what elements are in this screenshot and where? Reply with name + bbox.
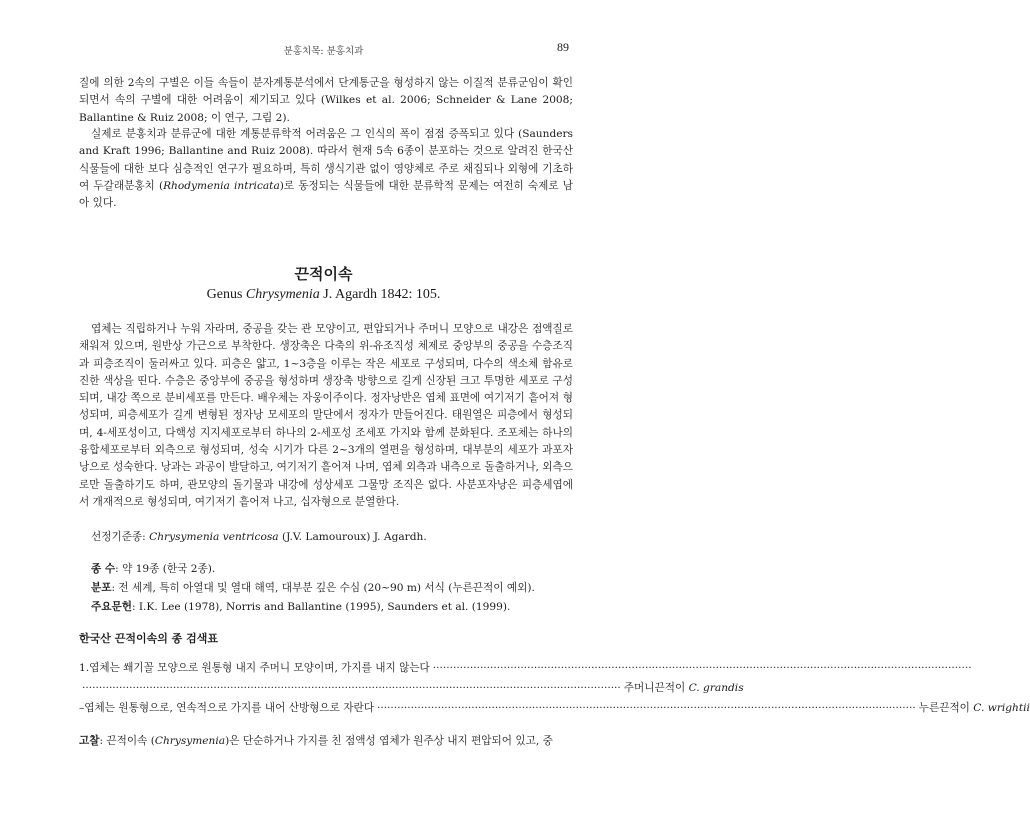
species-count	[91, 560, 573, 579]
species-count-text: : 약 19종 (한국 2종).	[115, 563, 216, 575]
key-line-3-result-ko: 누른끈적이	[918, 702, 970, 714]
intro-paragraph-1: 질에 의한 2속의 구별은 이들 속들이 분자계통분석에서 단계통군을 형성하지 않는 이질적 분류군임이 확인되면서 속의 구별에 대한 어려움이 제기되고 있다 (Wilkes et al. 2006; Schneider & Lane 2008; Ballantine & Ruiz 2008; 이 연구, 그림 2).	[79, 77, 573, 124]
page-number: 89	[557, 40, 569, 54]
key-line-3-result-latin: C. wrightii	[973, 702, 1030, 714]
genus-korean-title: 끈적이속	[294, 265, 353, 283]
remark-text-a: : 끈적이속 (	[99, 735, 155, 747]
intro-p2-text-a: 실제로 분홍치과 분류군에 대한 계통분류학적 어려움은 그 인식의 폭이 점점 증폭되고 있다 (Saunders and Kraft 1996; Ballantine and Ruiz 2008). 따라서 현재 5속 6종이 분포하는 것으로 알려진 한국산 식물들에 대한 보다 심층적인 연구가 필요하며, 특히 생식기관 없이 영양체로 주로 채집되나 외형에 기초하여 두갈래분홍치 (	[79, 128, 573, 192]
distribution	[91, 579, 573, 598]
genus-authority: J. Agardh 1842: 105.	[319, 287, 441, 302]
distribution-label: 분포	[91, 582, 112, 594]
key-line-3-number: –	[79, 702, 85, 714]
key-line-1-dots: ································································································································································	[432, 662, 972, 674]
key-line-2-dots: ································································································································································	[82, 682, 621, 694]
species-count-label: 종 수	[91, 563, 116, 575]
remark-italic: Chrysymenia	[154, 735, 226, 747]
remark	[79, 733, 573, 748]
remark-text-b: )은 단순하거나 가지를 친 점액성 엽체가 원주상 내지 편압되어 있고, 중	[225, 735, 553, 747]
key-line-2	[79, 680, 744, 695]
intro-paragraph-2	[79, 126, 573, 212]
key-heading: 한국산 끈적이속의 종 검색표	[79, 632, 218, 645]
genus-prefix: Genus	[206, 287, 246, 302]
genus-name: Chrysymenia	[245, 287, 320, 302]
key-line-2-result-ko: 주머니끈적이	[623, 682, 686, 694]
distribution-text: : 전 세계, 특히 아열대 및 열대 해역, 대부분 깊은 수심 (20~90 m) 서식 (누른끈적이 예외).	[111, 582, 535, 594]
type-species-label: 선정기준종:	[91, 531, 146, 543]
key-line-1	[79, 660, 972, 675]
type-species-authority: (J.V. Lamouroux) J. Agardh.	[278, 531, 427, 543]
remark-label: 고찰	[79, 735, 100, 747]
type-species-name: Chrysymenia ventricosa	[149, 531, 279, 543]
key-line-1-text: 엽체는 쐐기꼴 모양으로 원통형 내지 주머니 모양이며, 가지를 내지 않는다	[89, 662, 430, 674]
genus-description: 엽체는 직립하거나 누워 자라며, 중공을 갖는 관 모양이고, 편압되거나 주머니 모양으로 내강은 점액질로 채워져 있으며, 원반상 가근으로 부착한다. 생장축은 다축의 위-유조직성 체제로 중앙부의 중공을 수층조직과 피층조직이 둘러싸고 있다. 피층은 얇고, 1~3층을 이루는 작은 세포로 구성되며, 다수의 색소체 함유로 진한 색상을 띤다. 수층은 중앙부에 중공을 형성하며 생장축 방향으로 길게 신장된 크고 투명한 세포로 구성되며, 내강 쪽으로 분비세포를 만든다. 배우체는 자웅이주이다. 정자낭반은 엽체 표면에 여기저기 흩어져 형성되며, 피층세포가 길게 변형된 정자낭 모세포의 말단에서 정자가 만들어진다. 태원열은 피층에서 형성되며, 4-세포성이고, 다핵성 지지세포로부터 하나의 2-세포성 조세포 가지와 함께 분화된다. 조포체는 하나의 융합세포로부터 외측으로 형성되며, 성숙 시기가 다른 2~3개의 열편을 형성하며, 대부분의 세포가 과포자낭으로 성숙한다. 낭과는 과공이 발달하고, 여기저기 흩어져 나며, 엽체 외측과 내측으로 돌출하거나, 외측으로만 돌출하기도 하며, 관모양의 돌기물과 내강에 성상세포 그물망 조직은 없다. 사분포자낭은 피층세엽에서 개재적으로 형성되며, 여기저기 흩어져 나고, 십자형으로 분열한다.	[79, 323, 573, 508]
references-text: : I.K. Lee (1978), Norris and Ballantine (1995), Saunders et al. (1999).	[131, 601, 511, 613]
references-label: 주요문헌	[91, 601, 132, 613]
running-head: 분홍치목: 분홍치과	[283, 46, 364, 57]
intro-p2-text-b: )로 동정되는 식물들에 대한 분류학적 문제는 여전히 숙제로 남아 있다.	[79, 179, 573, 210]
key-line-3-text: 엽체는 원통형으로, 연속적으로 가지를 내어 산방형으로 자란다	[84, 702, 374, 714]
key-line-1-number: 1.	[79, 662, 90, 674]
key-line-2-result-latin: C. grandis	[688, 682, 744, 694]
key-line-3	[79, 700, 1030, 715]
intro-p2-italic: Rhodymenia intricata	[163, 179, 280, 192]
type-species	[91, 529, 427, 544]
genus-latin-title	[0, 287, 647, 303]
references	[91, 598, 573, 617]
key-line-3-dots: ································································································································································	[376, 702, 916, 714]
